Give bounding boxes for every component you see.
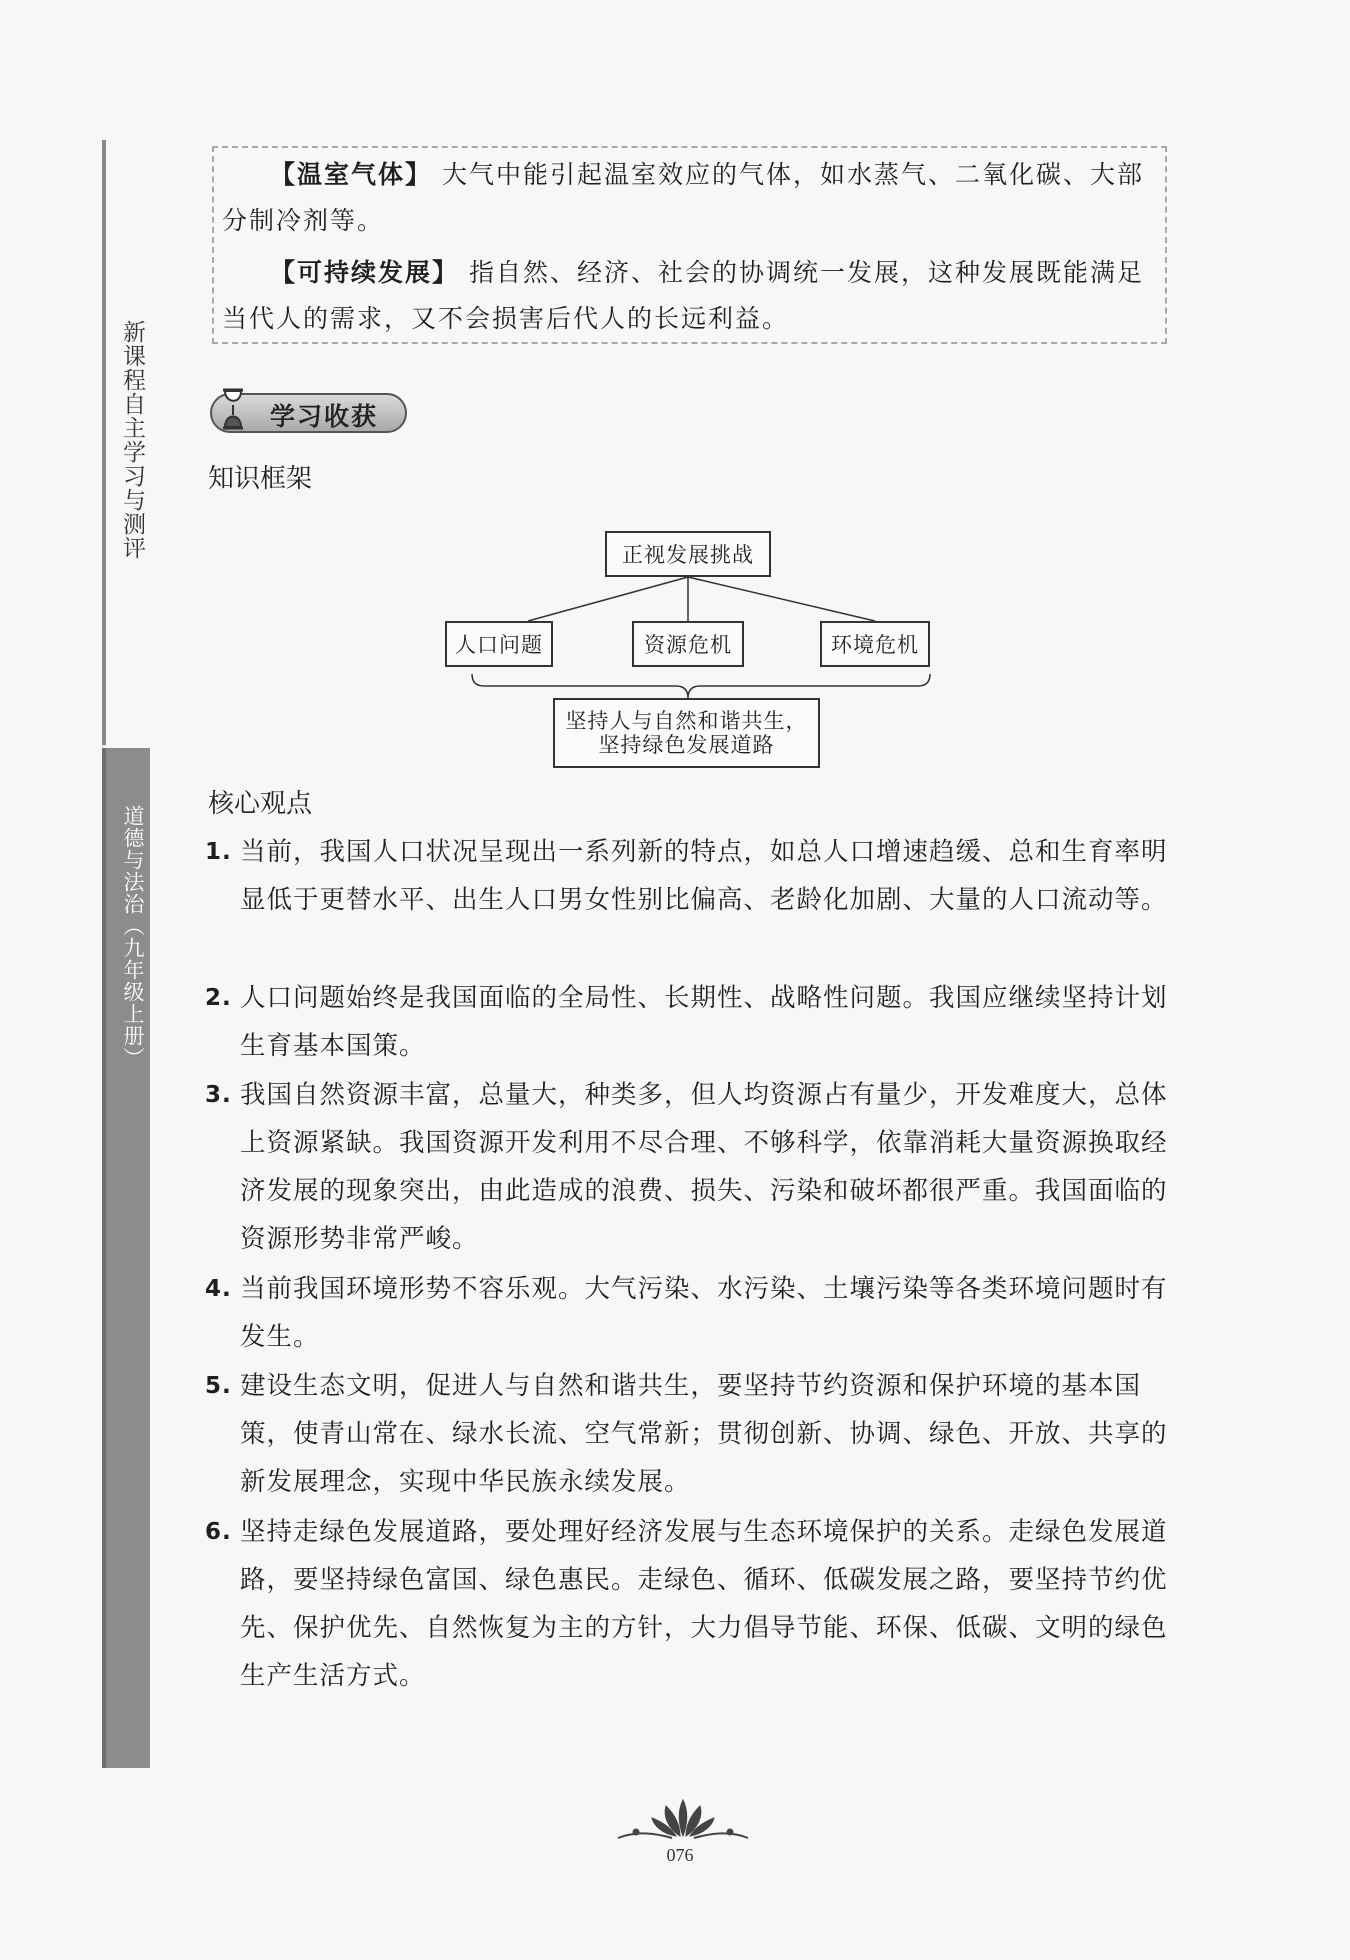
- point-number: 3.: [205, 1082, 232, 1108]
- point-number: 2.: [205, 985, 232, 1011]
- framework-result-line: 坚持绿色发展道路: [598, 733, 775, 757]
- glossary-definition: 指自然、经济、社会的协调统一发展，这种发展既能满足当代人的需求，又不会损害后代人的长远利益。: [222, 258, 1144, 333]
- core-views-heading: 核心观点: [208, 789, 313, 819]
- point-text: 当前我国环境形势不容乐观。大气污染、水污染、土壤污染等各类环境问题时有发生。: [240, 1274, 1168, 1352]
- framework-top-node: 正视发展挑战: [605, 531, 771, 577]
- leaf-ornament-icon: [608, 1798, 758, 1843]
- framework-result-line: 坚持人与自然和谐共生，: [565, 709, 808, 733]
- point-text: 我国自然资源丰富，总量大，种类多，但人均资源占有量少，开发难度大，总体上资源紧缺。我国资源开发利用不尽合理、不够科学，依靠消耗大量资源换取经济发展的现象突出，由此造成的浪费、损失、污染和破坏都很严重。我国面临的资源形势非常严峻。: [240, 1080, 1168, 1254]
- glossary-term: 【温室气体】: [270, 160, 433, 189]
- framework-branch-resources: 资源危机: [632, 621, 744, 667]
- point-text: 建设生态文明，促进人与自然和谐共生，要坚持节约资源和保护环境的基本国策，使青山常在、绿水长流、空气常新；贯彻创新、协调、绿色、开放、共享的新发展理念，实现中华民族永续发展。: [240, 1371, 1168, 1497]
- point-text: 当前，我国人口状况呈现出一系列新的特点，如总人口增速趋缓、总和生育率明显低于更替水平、出生人口男女性别比偏高、老龄化加剧、大量的人口流动等。: [240, 837, 1168, 915]
- subject-label: 道德与法治（九年级上册）: [121, 805, 145, 1069]
- point-text: 坚持走绿色发展道路，要处理好经济发展与生态环境保护的关系。走绿色发展道路，要坚持绿色富国、绿色惠民。走绿色、循环、低碳发展之路，要坚持节约优先、保护优先、自然恢复为主的方针，大力倡导节能、环保、低碳、文明的绿色生产生活方式。: [240, 1517, 1168, 1691]
- point-number: 4.: [205, 1276, 232, 1302]
- framework-heading: 知识框架: [208, 464, 313, 494]
- point-number: 6.: [205, 1519, 232, 1545]
- framework-branch-population: 人口问题: [445, 621, 553, 667]
- point-number: 1.: [205, 839, 232, 865]
- point-number: 5.: [205, 1373, 232, 1399]
- framework-branch-environment: 环境危机: [820, 621, 930, 667]
- point-text: 人口问题始终是我国面临的全局性、长期性、战略性问题。我国应继续坚持计划生育基本国策。: [240, 983, 1168, 1061]
- framework-result-node: [553, 698, 820, 768]
- glossary-term: 【可持续发展】: [270, 258, 460, 287]
- glossary-definition: 大气中能引起温室效应的气体，如水蒸气、二氧化碳、大部分制冷剂等。: [222, 160, 1144, 235]
- series-title: 新课程自主学习与测评: [119, 320, 145, 560]
- page-number: 076: [666, 1845, 694, 1865]
- section-title: 学习收获: [270, 402, 379, 431]
